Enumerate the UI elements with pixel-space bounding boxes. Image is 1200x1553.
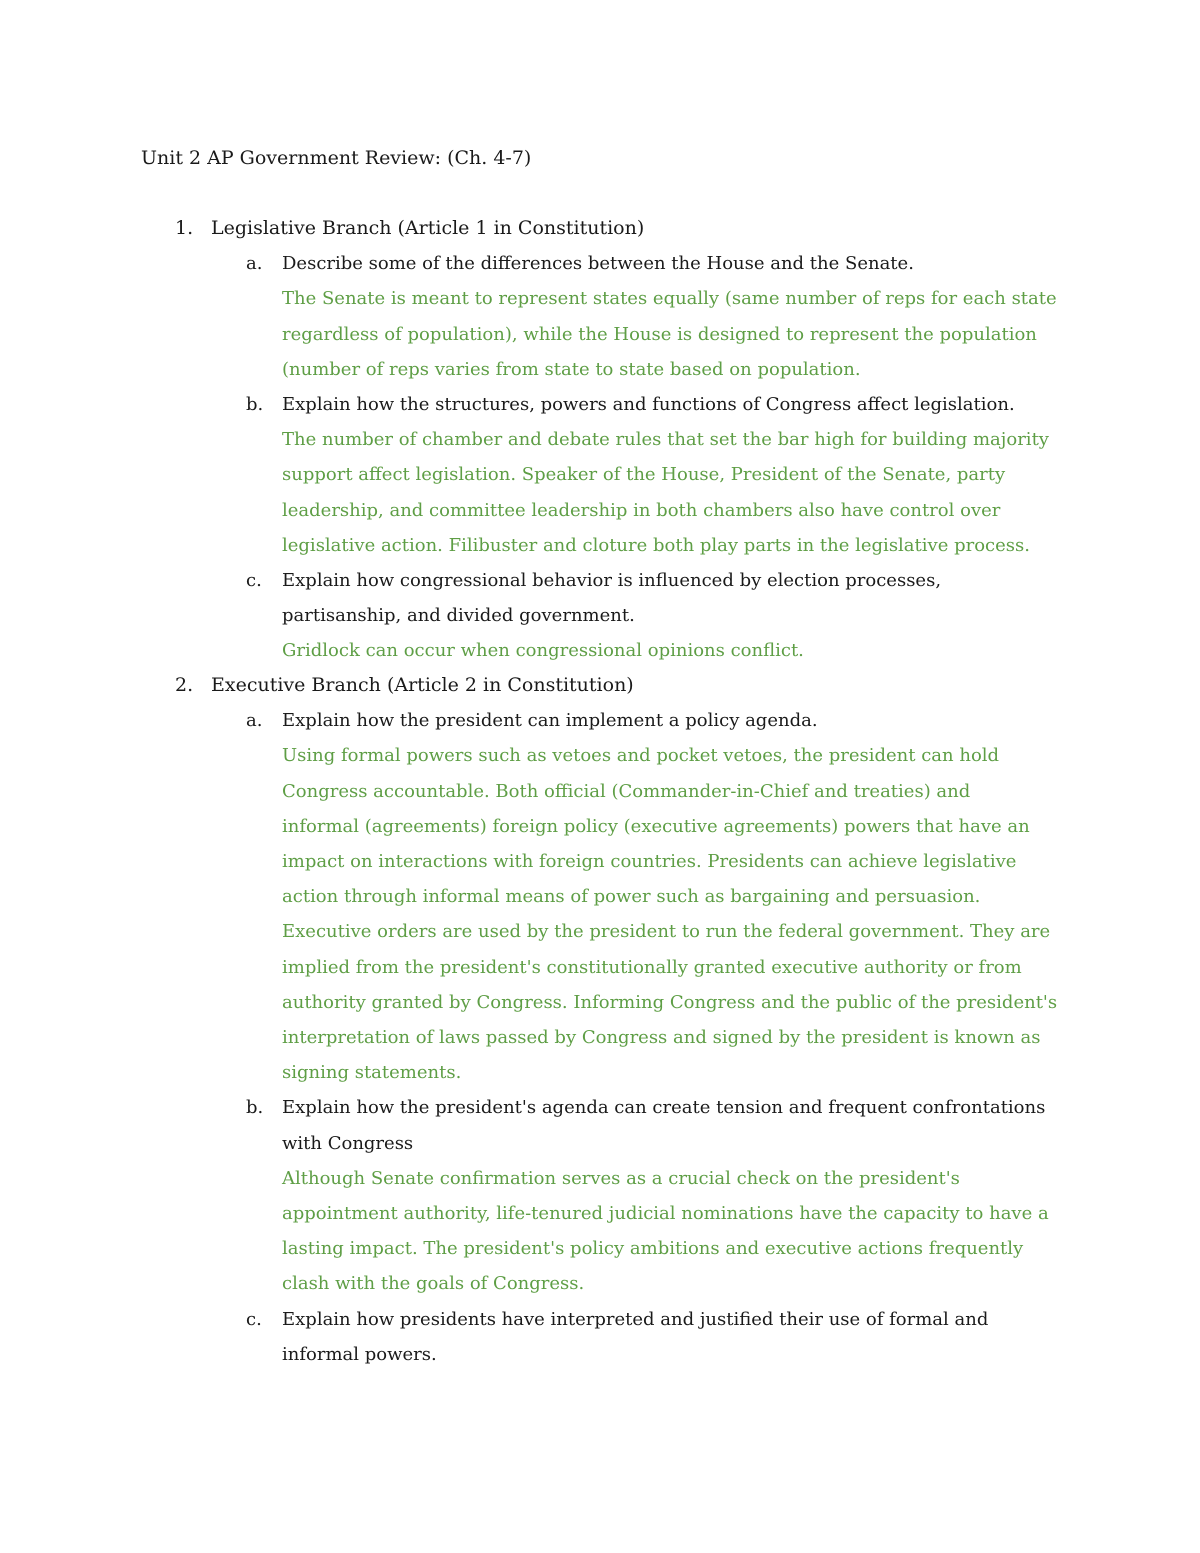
answer-block xyxy=(141,281,1061,387)
section-heading-text: Legislative Branch (Article 1 in Constitution) xyxy=(211,217,645,239)
answer-line: lasting impact. The president's policy ambitions and executive actions frequently xyxy=(282,1238,1024,1260)
answer-line: (number of reps varies from state to state based on population. xyxy=(282,358,861,380)
section-number: 2. xyxy=(175,674,194,696)
question-item xyxy=(141,563,1061,633)
answer-line: action through informal means of power such as bargaining and persuasion. xyxy=(282,886,981,908)
answer-line: authority granted by Congress. Informing Congress and the public of the president's xyxy=(282,991,1058,1013)
question-letter: a. xyxy=(246,253,263,275)
answer-line: The Senate is meant to represent states equally (same number of reps for each state xyxy=(282,288,1057,310)
answer-line: Executive orders are used by the president to run the federal government. They are xyxy=(282,921,1051,943)
answer-line: signing statements. xyxy=(282,1062,462,1084)
answer-line: leadership, and committee leadership in both chambers also have control over xyxy=(282,499,1001,521)
answer-block xyxy=(141,633,1061,668)
question-letter: b. xyxy=(246,1097,264,1119)
question-letter: c. xyxy=(246,1308,262,1330)
section-legislative-branch xyxy=(141,211,1061,669)
answer-line: Gridlock can occur when congressional opinions conflict. xyxy=(282,640,804,662)
answer-line: Although Senate confirmation serves as a crucial check on the president's xyxy=(282,1167,960,1189)
answer-line: impact on interactions with foreign countries. Presidents can achieve legislative xyxy=(282,851,1017,873)
answer-line: implied from the president's constitutionally granted executive authority or from xyxy=(282,956,1022,978)
section-heading xyxy=(141,668,1061,703)
question-text: Explain how the president's agenda can create tension and frequent confrontations xyxy=(282,1097,1046,1119)
answer-line: legislative action. Filibuster and cloture both play parts in the legislative process. xyxy=(282,534,1030,556)
section-heading-text: Executive Branch (Article 2 in Constitution) xyxy=(211,674,634,696)
question-text: Explain how the president can implement a policy agenda. xyxy=(282,710,818,732)
answer-line: interpretation of laws passed by Congress and signed by the president is known as xyxy=(282,1027,1041,1049)
question-text: Describe some of the differences between the House and the Senate. xyxy=(282,253,914,275)
page-title: Unit 2 AP Government Review: (Ch. 4-7) xyxy=(141,147,532,169)
answer-line: Using formal powers such as vetoes and pocket vetoes, the president can hold xyxy=(282,745,1000,767)
answer-line: clash with the goals of Congress. xyxy=(282,1273,585,1295)
question-text: partisanship, and divided government. xyxy=(282,605,635,627)
answer-line: Congress accountable. Both official (Commander-in-Chief and treaties) and xyxy=(282,780,971,802)
question-letter: a. xyxy=(246,710,263,732)
question-text: Explain how the structures, powers and functions of Congress affect legislation. xyxy=(282,394,1015,416)
answer-block xyxy=(141,1161,1061,1302)
answer-line: informal (agreements) foreign policy (executive agreements) powers that have an xyxy=(282,815,1030,837)
section-heading xyxy=(141,211,1061,246)
question-letter: c. xyxy=(246,570,262,592)
question-text: informal powers. xyxy=(282,1343,437,1365)
section-executive-branch xyxy=(141,668,1061,1372)
question-item xyxy=(141,1090,1061,1160)
answer-line: appointment authority, life-tenured judicial nominations have the capacity to have a xyxy=(282,1203,1049,1225)
answer-block xyxy=(141,738,1061,1090)
question-text: with Congress xyxy=(282,1132,414,1154)
question-item xyxy=(141,246,1061,281)
answer-line: The number of chamber and debate rules that set the bar high for building majority xyxy=(282,429,1049,451)
question-text: Explain how presidents have interpreted and justified their use of formal and xyxy=(282,1308,989,1330)
question-item xyxy=(141,703,1061,738)
answer-line: regardless of population), while the House is designed to represent the population xyxy=(282,323,1037,345)
section-number: 1. xyxy=(175,217,194,239)
question-item xyxy=(141,387,1061,422)
question-item xyxy=(141,1302,1061,1372)
answer-line: support affect legislation. Speaker of the House, President of the Senate, party xyxy=(282,464,1006,486)
answer-block xyxy=(141,422,1061,563)
question-text: Explain how congressional behavior is influenced by election processes, xyxy=(282,570,942,592)
question-letter: b. xyxy=(246,394,264,416)
